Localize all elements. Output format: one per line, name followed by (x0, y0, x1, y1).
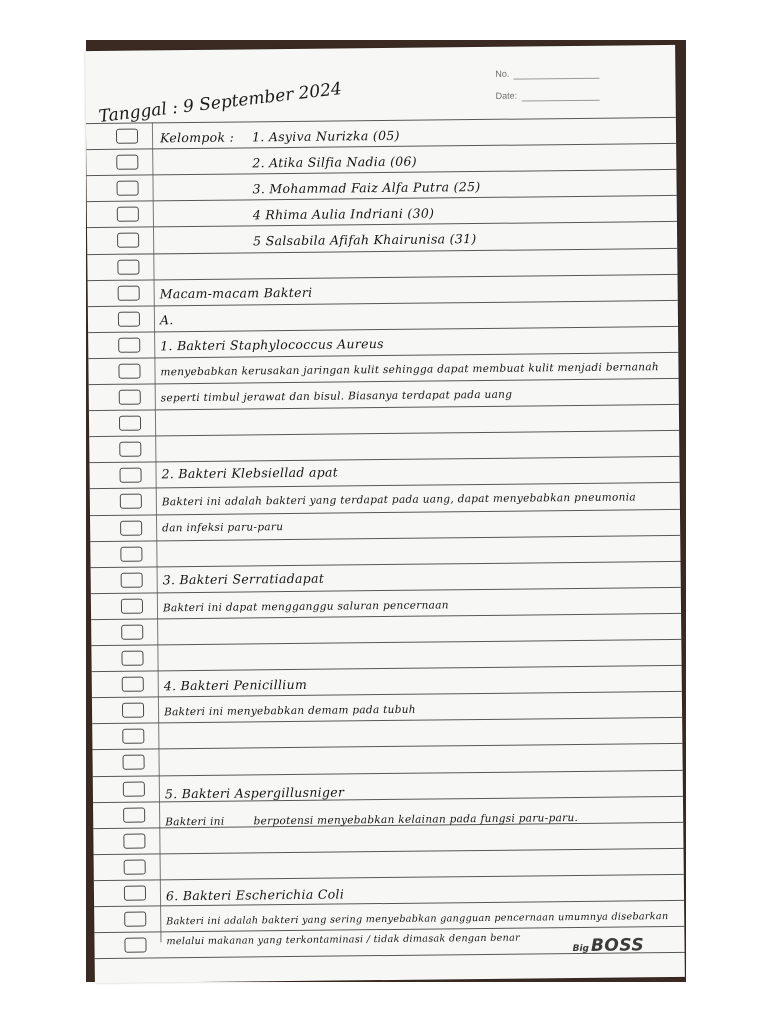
checkbox[interactable] (119, 442, 141, 457)
bacteria-1-name: 1. Bakteri Staphylococcus Aureus (160, 336, 384, 354)
checkbox[interactable] (117, 233, 139, 248)
ruled-line (90, 482, 680, 489)
checkbox[interactable] (120, 521, 142, 536)
checkbox[interactable] (121, 573, 143, 588)
bacteria-5-line-1: Bakteri ini berpotensi menyebabkan kelainan pada fungsi paru-paru. (165, 811, 579, 829)
checkbox[interactable] (120, 547, 142, 562)
ruled-line (87, 248, 677, 255)
checkbox[interactable] (117, 207, 139, 222)
ruled-line (91, 561, 681, 568)
ruled-line (87, 221, 677, 228)
brand-name: BOSS (590, 935, 645, 956)
bacteria-6-line-2: melalui makanan yang terkontaminasi / tidak dimasak dengan benar (166, 932, 521, 948)
checkbox[interactable] (119, 416, 141, 431)
ruled-line (89, 404, 679, 411)
checkbox[interactable] (118, 286, 140, 301)
ruled-line (86, 169, 676, 176)
bacteria-3-name: 3. Bakteri Serratiadapat (162, 570, 325, 588)
bacteria-2-line-2: dan infeksi paru-paru (162, 521, 284, 535)
checkbox[interactable] (124, 912, 146, 927)
ruled-line (88, 274, 678, 281)
checkbox[interactable] (124, 860, 146, 875)
checkbox[interactable] (121, 599, 143, 614)
group-label: Kelompok : (159, 129, 235, 146)
bacteria-3-line-1: Bakteri ini dapat mengganggu saluran pencernaan (162, 599, 449, 615)
checkbox[interactable] (117, 260, 139, 275)
checkbox[interactable] (122, 729, 144, 744)
bacteria-5-name: 5. Bakteri Aspergillusniger (164, 784, 345, 802)
section-title: Macam-macam Bakteri (159, 284, 313, 302)
member-3: 3. Mohammad Faiz Alfa Putra (25) (252, 178, 481, 197)
ruled-line (93, 770, 683, 777)
checkbox[interactable] (116, 129, 138, 144)
checkbox[interactable] (123, 755, 145, 770)
bacteria-4-line-1: Bakteri ini menyebabkan demam pada tubuh (164, 703, 416, 719)
ruled-line (94, 848, 684, 855)
ruled-line (87, 195, 677, 202)
member-4: 4 Rhima Aulia Indriani (30) (252, 205, 435, 223)
checkbox[interactable] (124, 938, 146, 953)
ruled-line (92, 743, 682, 750)
checkbox[interactable] (121, 651, 143, 666)
checkbox[interactable] (120, 468, 142, 483)
bacteria-1-line-1: menyebabkan kerusakan jaringan kulit sehingga dapat membuat kulit menjadi bernanah (160, 361, 660, 379)
checkbox[interactable] (118, 364, 140, 379)
brand-prefix: Big (572, 943, 590, 955)
notebook-page (85, 45, 685, 983)
date-line (522, 100, 600, 102)
ruled-line (89, 378, 679, 385)
section-subtitle: A. (159, 312, 174, 328)
ruled-line (89, 456, 679, 463)
tanggal-text: Tanggal : 9 September 2024 (97, 78, 343, 127)
ruled-line (88, 326, 678, 333)
ruled-line (90, 509, 680, 516)
no-label: No. (495, 68, 510, 79)
checkbox[interactable] (122, 677, 144, 692)
member-5: 5 Salsabila Afifah Khairunisa (31) (253, 231, 477, 249)
checkbox[interactable] (121, 625, 143, 640)
bacteria-4-name: 4. Bakteri Penicillium (163, 676, 308, 694)
checkbox[interactable] (123, 834, 145, 849)
checkbox[interactable] (123, 782, 145, 797)
ruled-line (94, 874, 684, 881)
member-2: 2. Atika Silfia Nadia (06) (252, 153, 418, 171)
bacteria-6-name: 6. Bakteri Escherichia Coli (165, 886, 345, 904)
ruled-line (91, 587, 681, 594)
checkbox[interactable] (116, 155, 138, 170)
ruled-line (90, 535, 680, 542)
margin-line (152, 122, 162, 942)
bacteria-2-name: 2. Bakteri Klebsiellad apat (161, 464, 339, 482)
checkbox[interactable] (122, 703, 144, 718)
bacteria-6-line-1: Bakteri ini adalah bakteri yang sering menyebabkan gangguan pencernaan umumnya disebarkan (166, 911, 669, 928)
checkbox[interactable] (120, 494, 142, 509)
bacteria-1-line-2: seperti timbul jerawat dan bisul. Biasanya terdapat pada uang (160, 388, 513, 405)
date-label: Date: (495, 90, 518, 101)
no-line (513, 78, 599, 80)
checkbox[interactable] (118, 338, 140, 353)
checkbox[interactable] (119, 390, 141, 405)
checkbox[interactable] (118, 312, 140, 327)
checkbox[interactable] (124, 886, 146, 901)
ruled-line (92, 665, 682, 672)
brand-logo (572, 935, 644, 956)
checkbox[interactable] (123, 808, 145, 823)
ruled-line (89, 430, 679, 437)
member-1: 1. Asyiva Nurizka (05) (251, 127, 400, 145)
checkbox[interactable] (116, 181, 138, 196)
ruled-line (91, 639, 681, 646)
bacteria-2-line-1: Bakteri ini adalah bakteri yang terdapat pada uang, dapat menyebabkan pneumonia (161, 491, 636, 509)
